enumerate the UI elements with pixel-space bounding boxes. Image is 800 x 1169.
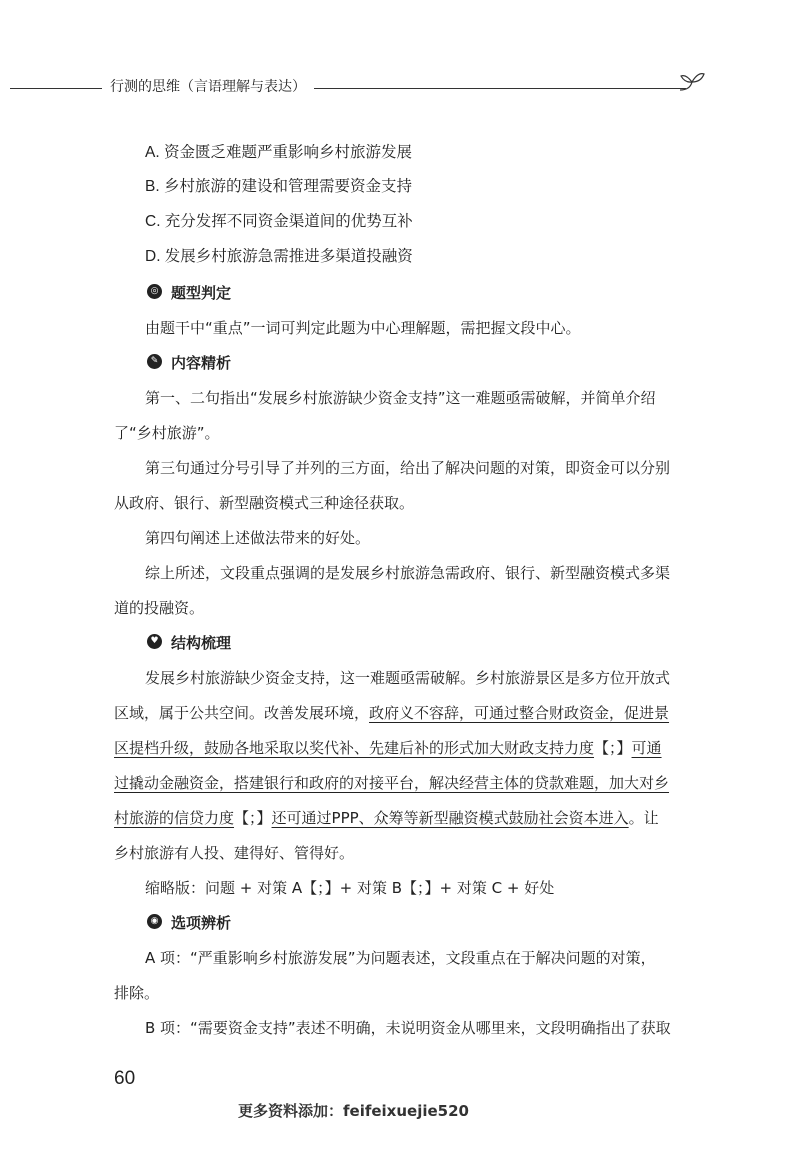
bullseye-icon: ◉ xyxy=(147,914,162,929)
header-title: 行测的思维（言语理解与表达） xyxy=(110,79,306,95)
semicolon-bracket: 【；】 xyxy=(594,739,632,757)
page-number: 60 xyxy=(114,1068,136,1089)
underlined-text: 政府义不容辞，可通过整合财政资金，促进景 xyxy=(369,704,670,722)
paragraph-line xyxy=(114,737,662,759)
option-c: C. 充分发挥不同资金渠道间的优势互补 xyxy=(145,213,413,230)
paragraph-line: B 项：“需要资金支持”表述不明确，未说明资金从哪里来，文段明确指出了获取 xyxy=(145,1019,671,1037)
paragraph-line: 道的投融资。 xyxy=(114,599,205,617)
plain-text: 。让 xyxy=(628,809,659,827)
underlined-text: 还可通过PPP、众筹等新型融资模式鼓励社会资本进入 xyxy=(271,809,629,827)
semicolon-bracket: 【；】 xyxy=(234,809,272,827)
sprout-icon xyxy=(676,68,706,92)
pencil-icon: ✎ xyxy=(147,354,162,369)
option-b: B. 乡村旅游的建设和管理需要资金支持 xyxy=(145,178,412,195)
section-title: 题型判定 xyxy=(171,284,232,302)
footer-note: 更多资料添加：feifeixuejie520 xyxy=(238,1102,469,1120)
paragraph-line: 第三句通过分号引导了并列的三方面，给出了解决问题的对策，即资金可以分别 xyxy=(145,459,671,477)
summary-line: 缩略版：问题 + 对策 A【；】+ 对策 B【；】+ 对策 C + 好处 xyxy=(145,879,555,897)
underlined-text: 过撬动金融资金，搭建银行和政府的对接平台，解决经营主体的贷款难题，加大对乡 xyxy=(114,774,670,792)
paragraph-line: 第一、二句指出“发展乡村旅游缺少资金支持”这一难题亟需破解，并简单介绍 xyxy=(145,389,656,407)
section-title: 内容精析 xyxy=(171,354,232,372)
section-title: 结构梳理 xyxy=(171,634,232,652)
underlined-text: 可通 xyxy=(631,739,662,757)
running-header xyxy=(0,68,800,98)
section-heading-type xyxy=(147,282,231,304)
paragraph-line xyxy=(114,702,669,724)
header-rule-right xyxy=(314,88,686,89)
paragraph-line: A 项：“严重影响乡村旅游发展”为问题表述，文段重点在于解决问题的对策， xyxy=(145,949,656,967)
paragraph-line: 从政府、银行、新型融资模式三种途径获取。 xyxy=(114,494,415,512)
section-heading-analysis xyxy=(147,912,231,934)
option-a: A. 资金匮乏难题严重影响乡村旅游发展 xyxy=(145,144,412,161)
paragraph-line xyxy=(114,807,659,829)
section-heading-content xyxy=(147,352,231,374)
plain-text: 区域，属于公共空间。改善发展环境， xyxy=(114,704,370,722)
paragraph-line: 第四句阐述上述做法带来的好处。 xyxy=(145,529,371,547)
paragraph-line: 乡村旅游有人投、建得好、管得好。 xyxy=(114,844,355,862)
paragraph-line: 由题干中“重点”一词可判定此题为中心理解题，需把握文段中心。 xyxy=(145,319,581,337)
heart-icon: ♥ xyxy=(147,634,162,649)
section-title: 选项辨析 xyxy=(171,914,232,932)
paragraph-line xyxy=(114,772,669,794)
paragraph-line: 发展乡村旅游缺少资金支持，这一难题亟需破解。乡村旅游景区是多方位开放式 xyxy=(145,669,671,687)
paragraph-line: 综上所述，文段重点强调的是发展乡村旅游急需政府、银行、新型融资模式多渠 xyxy=(145,564,671,582)
underlined-text: 村旅游的信贷力度 xyxy=(114,809,235,827)
section-heading-structure xyxy=(147,632,231,654)
paragraph-line: 了“乡村旅游”。 xyxy=(114,424,220,442)
header-rule-left xyxy=(10,88,102,89)
underlined-text: 区提档升级，鼓励各地采取以奖代补、先建后补的形式加大财政支持力度 xyxy=(114,739,595,757)
paragraph-line: 排除。 xyxy=(114,984,160,1002)
target-icon: ◎ xyxy=(147,284,162,299)
option-d: D. 发展乡村旅游急需推进多渠道投融资 xyxy=(145,248,413,265)
